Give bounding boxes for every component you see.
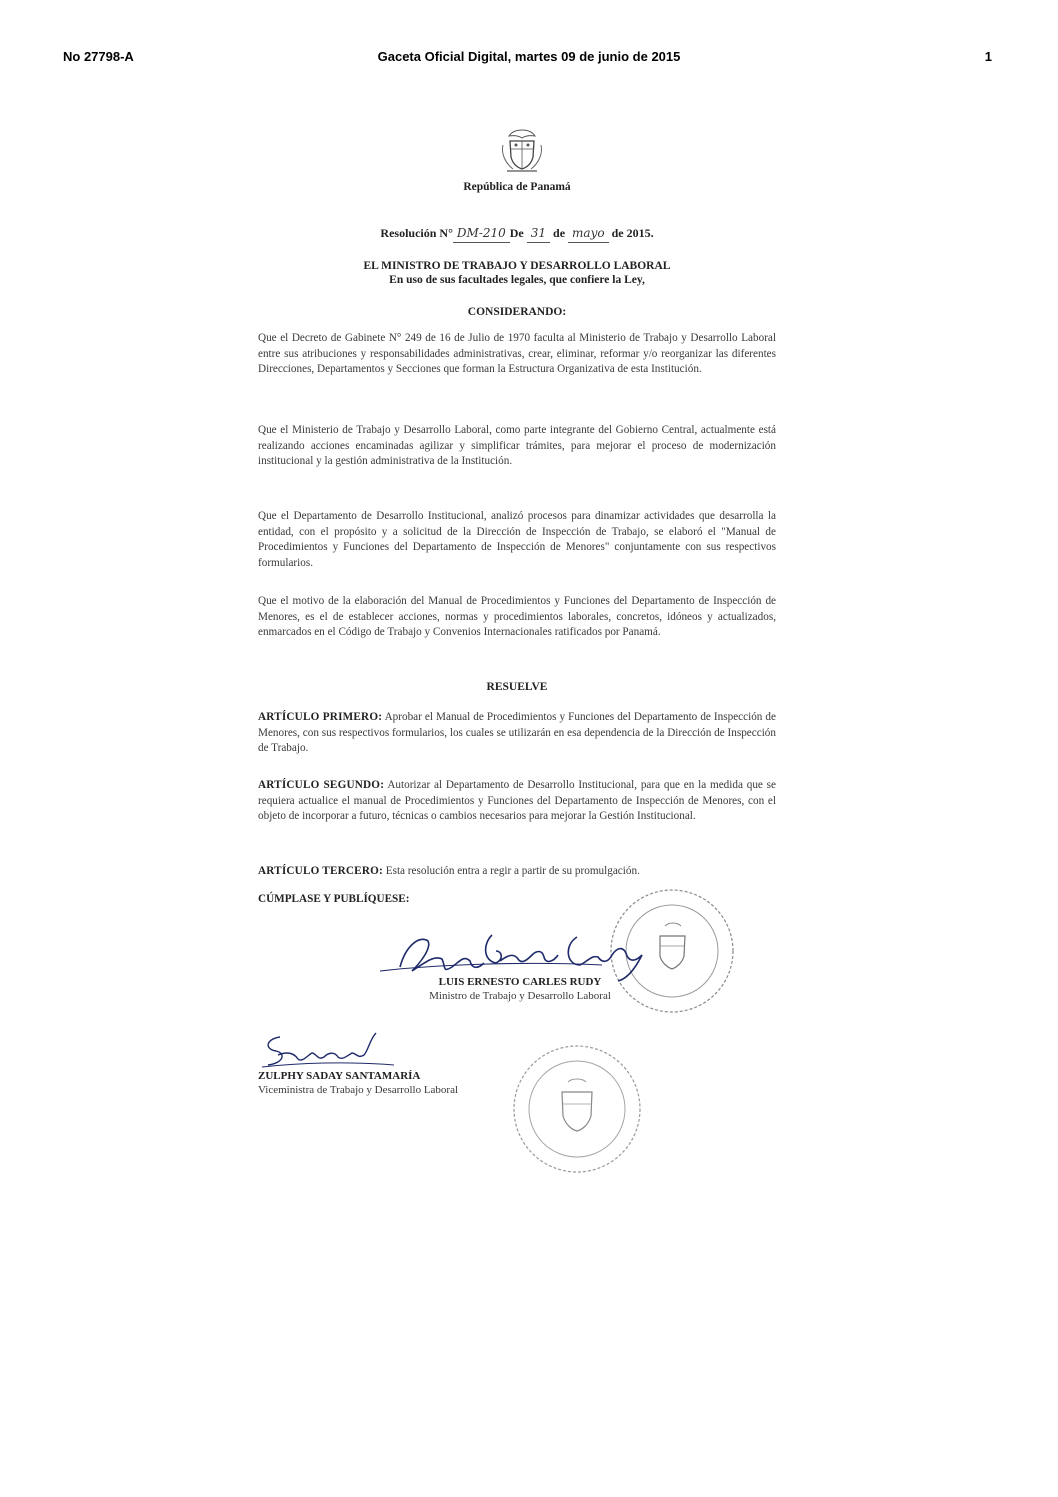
resolution-number: DM-210 bbox=[453, 226, 510, 243]
official-seal-icon bbox=[510, 1040, 645, 1178]
country-name: República de Panamá bbox=[463, 181, 571, 193]
gazette-title: Gaceta Oficial Digital, martes 09 de junio de 2015 bbox=[377, 49, 681, 64]
article-second bbox=[258, 778, 776, 825]
resolution-month: mayo bbox=[568, 226, 609, 243]
considering-paragraph: Que el Decreto de Gabinete N° 249 de 16 de Julio de 1970 faculta al Ministerio de Trabajo y Desarrollo Laboral entre sus atribuciones y responsabilidades administrativas, crear, eliminar, reformar y/o reorganizar las diferentes Direcciones, Departamentos y Secciones que forman la Estructura Organizativa de esta Institución. bbox=[258, 332, 776, 375]
resolves-title: RESUELVE bbox=[486, 681, 548, 693]
article-third bbox=[258, 864, 776, 880]
considering-title: CONSIDERANDO: bbox=[467, 306, 567, 318]
signer-two-title: Viceministra de Trabajo y Desarrollo Laboral bbox=[258, 1084, 459, 1096]
resolution-de-1: De bbox=[509, 226, 524, 240]
article-first bbox=[258, 710, 776, 757]
minister-heading: EL MINISTRO DE TRABAJO Y DESARROLLO LABORAL bbox=[363, 260, 671, 272]
considering-paragraph: Que el motivo de la elaboración del Manual de Procedimientos y Funciones del Departamento de Inspección de Menores, es el de establecer acciones, normas y procedimientos laborales, concretos, idóneos y actualizados, enmarcados en el Código de Trabajo y Convenios Internacionales ratificados por Panamá. bbox=[258, 595, 776, 638]
article-label: ARTÍCULO PRIMERO: bbox=[258, 711, 383, 723]
signer-one-name: LUIS ERNESTO CARLES RUDY bbox=[438, 976, 602, 988]
considering-paragraph: Que el Departamento de Desarrollo Institucional, analizó procesos para dinamizar actividades que desarrolla la entidad, con el propósito y a solicitud de la Dirección de Inspección de Trabajo, se elaboró el "Manual de Procedimientos y Funciones del Departamento de Inspección de Menores" conjuntamente con sus respectivos formularios. bbox=[258, 510, 776, 569]
coat-of-arms-icon bbox=[497, 127, 547, 175]
article-text: Aprobar el Manual de Procedimientos y Funciones del Departamento de Inspección de Menores, con sus respectivos formularios, los cuales se utilizarán en esa dependencia de la Dirección de Inspección de Trabajo. bbox=[258, 711, 776, 754]
resolution-line bbox=[258, 226, 776, 243]
article-label: ARTÍCULO SEGUNDO: bbox=[258, 779, 385, 791]
resolution-day: 31 bbox=[527, 226, 550, 243]
article-label: ARTÍCULO TERCERO: bbox=[258, 865, 383, 877]
gazette-issue-number: No 27798-A bbox=[63, 49, 134, 64]
article-text: Esta resolución entra a regir a partir de su promulgación. bbox=[385, 865, 640, 877]
signer-two-name: ZULPHY SADAY SANTAMARÍA bbox=[258, 1070, 421, 1082]
faculties-line: En uso de sus facultades legales, que confiere la Ley, bbox=[389, 274, 645, 286]
signer-one-title: Ministro de Trabajo y Desarrollo Laboral bbox=[429, 990, 611, 1002]
signer-one-block bbox=[390, 975, 650, 1003]
resolution-year: de 2015. bbox=[611, 226, 654, 240]
minister-heading-block bbox=[258, 259, 776, 287]
article-text: Autorizar al Departamento de Desarrollo Institucional, para que en la medida que se requiera actualice el manual de Procedimientos y Funciones del Departamento de Inspección de Menores, con el objeto de incorporar a futuro, técnicas o cambios necesarios para mejorar la Gestión Institucional. bbox=[258, 779, 776, 822]
resolution-prefix: Resolución N° bbox=[380, 226, 453, 240]
page-number: 1 bbox=[984, 49, 992, 64]
resolution-de-2: de bbox=[553, 226, 566, 240]
considering-paragraph: Que el Ministerio de Trabajo y Desarrollo Laboral, como parte integrante del Gobierno Central, actualmente está realizando acciones encaminadas agilizar y simplificar trámites, para mejorar el proceso de modernización institucional y la gestión administrativa de la Institución. bbox=[258, 424, 776, 467]
closing-formula: CÚMPLASE Y PUBLÍQUESE: bbox=[258, 893, 410, 905]
viceminister-signature bbox=[258, 1025, 398, 1073]
signer-two-block bbox=[258, 1069, 538, 1097]
